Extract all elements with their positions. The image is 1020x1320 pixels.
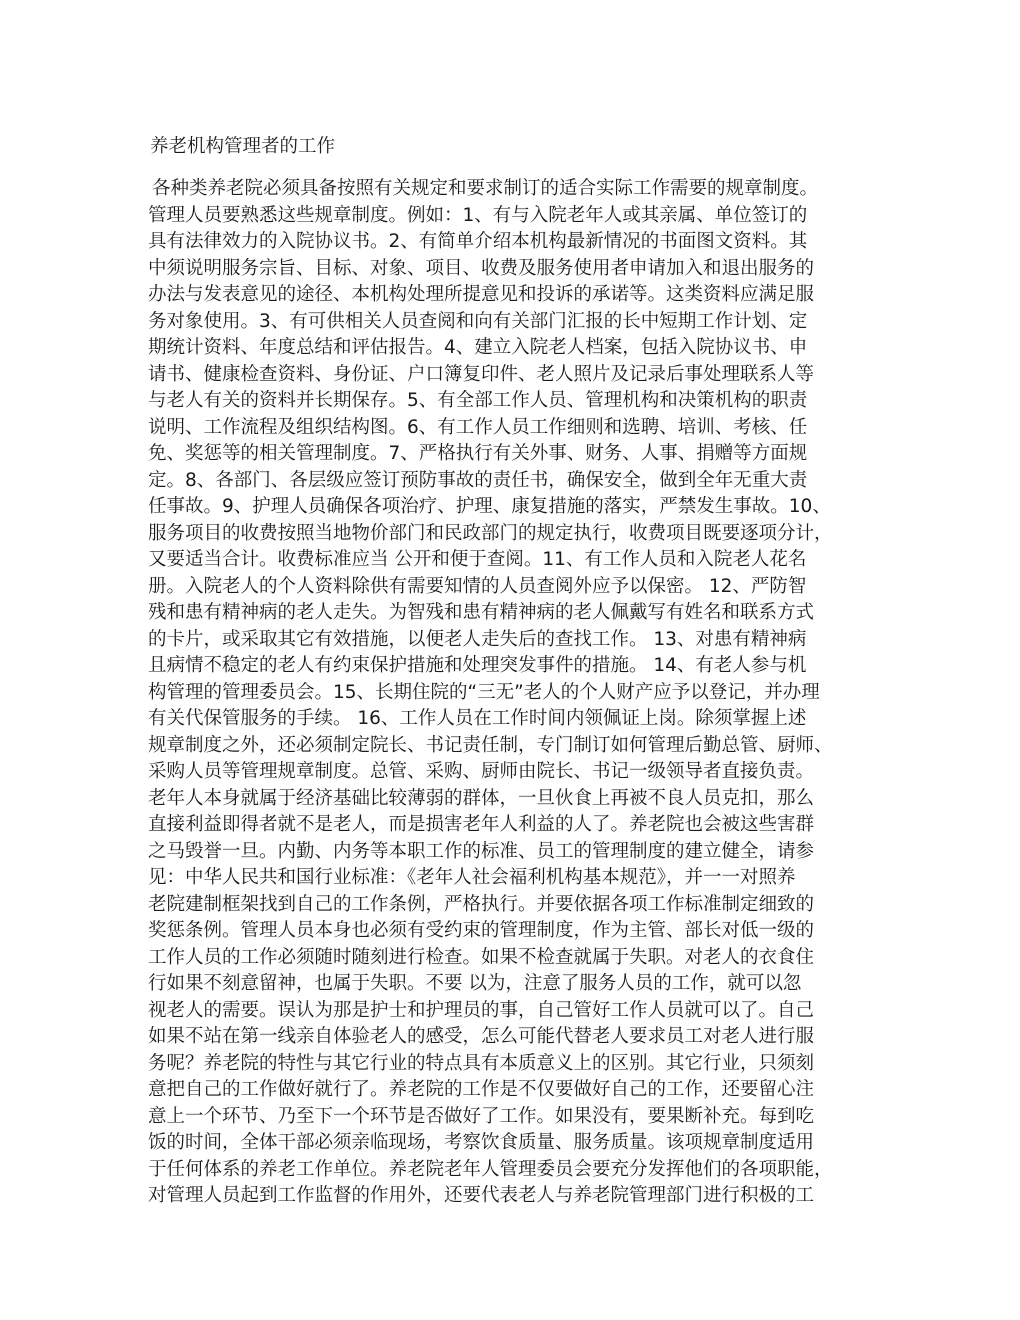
body-line: 构管理的管理委员会。15、长期住院的“三无”老人的个人财产应予以登记，并办理 bbox=[148, 681, 820, 703]
body-line: 于任何体系的养老工作单位。养老院老年人管理委员会要充分发挥他们的各项职能， bbox=[148, 1158, 833, 1180]
body-line: 见：中华人民共和国行业标准：《老年人社会福利机构基本规范》，并一一对照养 bbox=[148, 867, 796, 888]
body-line: 规章制度之外，还必须制定院长、书记责任制，专门制订如何管理后勤总管、厨师、 bbox=[148, 734, 833, 756]
body-line: 工作人员的工作必须随时随刻进行检查。如果不检查就属于失职。对老人的衣食住 bbox=[148, 946, 815, 968]
body-line: 饭的时间，全体干部必须亲临现场，考察饮食质量、服务质量。该项规章制度适用 bbox=[148, 1132, 815, 1153]
body-line: 管理人员要熟悉这些规章制度。例如：1、有与入院老年人或其亲属、单位签订的 bbox=[148, 204, 808, 226]
body-line: 行如果不刻意留神，也属于失职。不要 以为，注意了服务人员的工作，就可以忽 bbox=[148, 973, 802, 994]
body-line: 说明、工作流程及组织结构图。6、有工作人员工作细则和选聘、培训、考核、任 bbox=[148, 416, 808, 438]
body-line: 务对象使用。3、有可供相关人员查阅和向有关部门汇报的长中短期工作计划、定 bbox=[148, 310, 808, 332]
body-line: 具有法律效力的入院协议书。2、有简单介绍本机构最新情况的书面图文资料。其 bbox=[148, 231, 808, 252]
body-line: 直接利益即得者就不是老人，而是损害老年人利益的人了。养老院也会被这些害群 bbox=[148, 814, 815, 835]
body-line: 请书、健康检查资料、身份证、户口簿复印件、老人照片及记录后事处理联系人等 bbox=[148, 363, 815, 385]
body-line: 之马毁誉一旦。内勤、内务等本职工作的标准、员工的管理制度的建立健全，请参 bbox=[148, 840, 815, 862]
document-body bbox=[148, 176, 898, 1210]
body-line: 意把自己的工作做好就行了。养老院的工作是不仅要做好自己的工作，还要留心注 bbox=[148, 1079, 815, 1100]
body-line: 对管理人员起到工作监督的作用外，还要代表老人与养老院管理部门进行积极的工 bbox=[148, 1185, 815, 1206]
body-line: 又要适当合计。收费标准应当 公开和便于查阅。11、有工作人员和入院老人花名 bbox=[148, 549, 807, 570]
body-line: 采购人员等管理规章制度。总管、采购、厨师由院长、书记一级领导者直接负责。 bbox=[148, 761, 815, 782]
body-line: 期统计资料、年度总结和评估报告。4、建立入院老人档案，包括入院协议书、申 bbox=[148, 337, 808, 358]
body-line: 残和患有精神病的老人走失。为智残和患有精神病的老人佩戴写有姓名和联系方式 bbox=[148, 602, 815, 623]
document-title: 养老机构管理者的工作 bbox=[150, 136, 336, 157]
body-line: 意上一个环节、乃至下一个环节是否做好了工作。如果没有，要果断补充。每到吃 bbox=[148, 1105, 815, 1127]
body-line: 的卡片，或采取其它有效措施，以便老人走失后的查找工作。 13、对患有精神病 bbox=[148, 628, 807, 650]
body-line: 视老人的需要。误认为那是护士和护理员的事，自己管好工作人员就可以了。自己 bbox=[148, 999, 815, 1021]
body-line: 且病情不稳定的老人有约束保护措施和处理突发事件的措施。 14、有老人参与机 bbox=[148, 655, 807, 676]
body-line: 有关代保管服务的手续。 16、工作人员在工作时间内领佩证上岗。除须掌握上述 bbox=[148, 708, 807, 729]
body-line: 免、奖惩等的相关管理制度。7、严格执行有关外事、财务、人事、捐赠等方面规 bbox=[148, 443, 808, 464]
body-line: 奖惩条例。管理人员本身也必须有受约束的管理制度，作为主管、部长对低一级的 bbox=[148, 920, 815, 941]
body-line: 如果不站在第一线亲自体验老人的感受，怎么可能代替老人要求员工对老人进行服 bbox=[148, 1026, 815, 1047]
body-line: 定。8、各部门、各层级应签订预防事故的责任书，确保安全，做到全年无重大责 bbox=[148, 469, 808, 491]
body-line: 册。入院老人的个人资料除供有需要知情的人员查阅外应予以保密。 12、严防智 bbox=[148, 575, 807, 597]
body-line: 务呢？养老院的特性与其它行业的特点具有本质意义上的区别。其它行业，只须刻 bbox=[148, 1052, 815, 1074]
body-line: 办法与发表意见的途径、本机构处理所提意见和投诉的承诺等。这类资料应满足服 bbox=[148, 284, 815, 305]
body-line: 与老人有关的资料并长期保存。5、有全部工作人员、管理机构和决策机构的职责 bbox=[148, 390, 808, 411]
body-line: 任事故。9、护理人员确保各项治疗、护理、康复措施的落实，严禁发生事故。10、 bbox=[148, 496, 831, 517]
body-line: 各种类养老院必须具备按照有关规定和要求制订的适合实际工作需要的规章制度。 bbox=[152, 178, 819, 199]
body-line: 老院建制框架找到自己的工作条例，严格执行。并要依据各项工作标准制定细致的 bbox=[148, 893, 815, 915]
body-line: 老年人本身就属于经济基础比较薄弱的群体，一旦伙食上再被不良人员克扣，那么 bbox=[148, 787, 815, 809]
body-line: 服务项目的收费按照当地物价部门和民政部门的规定执行，收费项目既要逐项分计， bbox=[148, 522, 833, 544]
body-line: 中须说明服务宗旨、目标、对象、项目、收费及服务使用者申请加入和退出服务的 bbox=[148, 257, 815, 279]
